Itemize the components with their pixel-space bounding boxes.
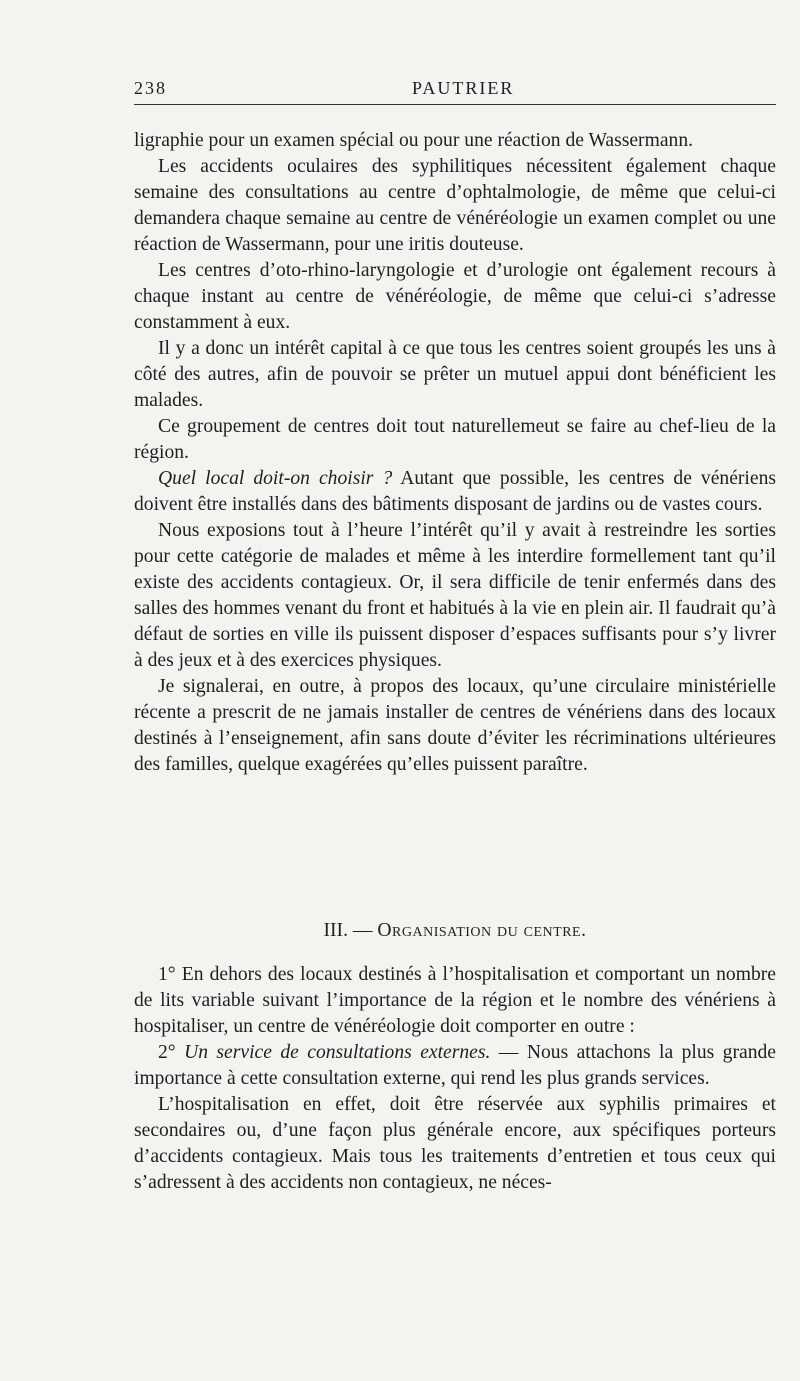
paragraph-ocular: Les accidents oculaires des syphilitiques nécessitent également chaque semaine des consultations au centre d’ophtalmologie, de même que celui-ci demandera chaque semaine au centre de vénéréologie un examen complet ou une réaction de Wassermann, pour une iritis douteuse. [134,156,776,255]
consultations-italic: Un service de consultations externes. [184,1042,491,1063]
header-rule [134,104,776,105]
paragraph-hospitalisation: L’hospitalisation en effet, doit être réservée aux syphilis primaires et secondaires ou, d’une façon plus générale encore, aux spécifiques porteurs d’accidents contagieux. Mais tous les traitements d’entretien et tous ceux qui s’adressent à des accidents non contagieux, ne néces- [134,1094,776,1193]
running-title: PAUTRIER [412,78,515,98]
paragraph-external-consultations [134,1040,776,1092]
paragraph-premises: 1° En dehors des locaux destinés à l’hospitalisation et comportant un nombre de lits variable suivant l’importance de la région et le nombre des vénériens à hospitaliser, un centre de vénéréologie doit comporter en outre : [134,964,776,1037]
section-title: Organisation du centre. [377,920,587,941]
paragraph-outings: Nous exposions tout à l’heure l’intérêt qu’il y avait à restreindre les sorties pour cette catégorie de malades et même à les interdire formellement tant qu’il existe des accidents contagieux. Or, il sera difficile de tenir enfermés dans des salles des hommes venant du front et habitués à la vie en plein air. Il faudrait qu’à défaut de sorties en ville ils puissent disposer d’espaces suffisants pour s’y livrer à des jeux et à des exercices physiques. [134,520,776,671]
consultations-text: — Nous attachons la plus grande importance à cette consultation externe, qui rend les plus grands services. [134,1042,776,1089]
section-number: III. — [323,920,378,941]
paragraph-chef-lieu: Ce groupement de centres doit tout naturellemeut se faire au chef-lieu de la région. [134,416,776,463]
paragraph-continuation: ligraphie pour un examen spécial ou pour une réaction de Wassermann. [134,130,694,151]
paragraph-ent-urology: Les centres d’oto-rhino-laryngologie et d’urologie ont également recours à chaque instant au centre de vénéréologie, de même que celui-ci s’adresse constamment à eux. [134,260,776,333]
body-text [134,128,776,778]
paragraph-local-choice [134,466,776,518]
item-number: 2° [158,1042,185,1063]
paragraph-circular: Je signalerai, en outre, à propos des locaux, qu’une circulaire ministérielle récente a prescrit de ne jamais installer de centres de vénériens dans des locaux destinés à l’enseignement, afin sans doute d’éviter les récriminations ultérieures des familles, quelque exagérées qu’elles puissent paraître. [134,676,776,775]
page-number: 238 [134,78,167,98]
section-body [134,962,776,1196]
question-italic: Quel local doit-on choisir ? [158,468,393,489]
running-head [134,78,776,106]
section-heading [134,920,776,942]
paragraph-grouping-interest: Il y a donc un intérêt capital à ce que tous les centres soient groupés les uns à côté des autres, afin de pouvoir se prêter un mutuel appui dont bénéficient les malades. [134,338,776,411]
local-choice-text: Autant que possible, les centres de vénériens doivent être installés dans des bâtiments disposant de jardins ou de vastes cours. [134,468,776,515]
